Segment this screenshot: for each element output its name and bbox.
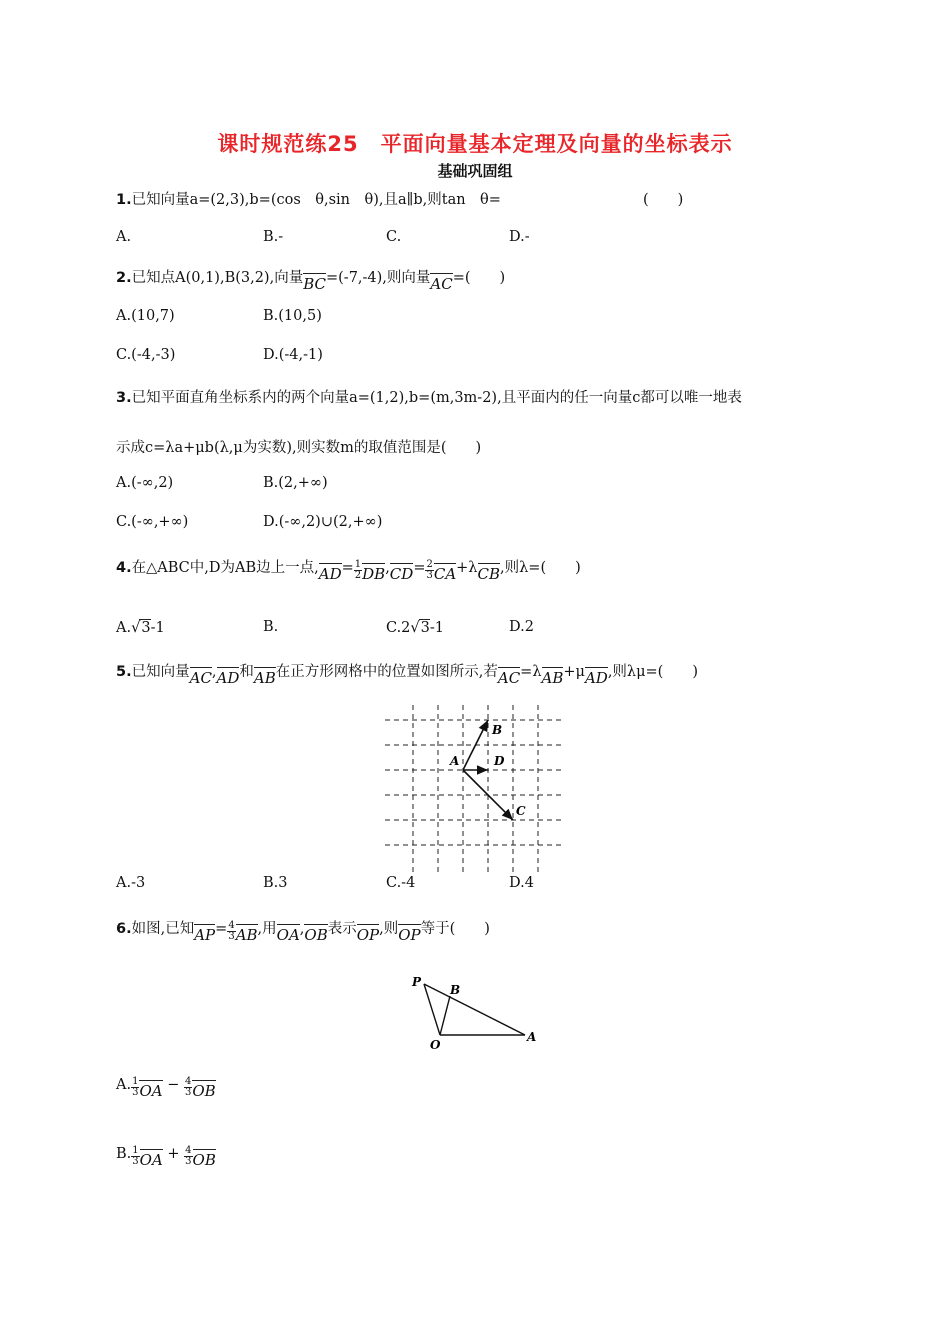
question-text: 在正方形网格中的位置如图所示,若 bbox=[275, 664, 498, 680]
fraction bbox=[131, 1146, 139, 1167]
q4-option-b: B. bbox=[263, 619, 279, 635]
question-text: 已知点A(0,1),B(3,2),向量 bbox=[131, 270, 304, 286]
q3-option-c: C.(-∞,+∞) bbox=[116, 514, 189, 530]
vector-op: OP bbox=[356, 926, 380, 944]
q2-option-c: C.(-4,-3) bbox=[116, 347, 176, 363]
question-text: 已知向量a=(2,3),b=(cos θ,sin θ),且a∥b,则tan θ= bbox=[131, 192, 501, 208]
numerator: 4 bbox=[184, 1076, 192, 1087]
question-text: ,则λ=( ) bbox=[500, 560, 581, 576]
option-label: B. bbox=[116, 1146, 132, 1162]
numerator: 1 bbox=[132, 1145, 139, 1156]
vector-ob: OB bbox=[192, 1082, 216, 1100]
point-label-c: C bbox=[516, 804, 526, 818]
answer-paren: ( ) bbox=[643, 192, 684, 208]
denominator: 3 bbox=[228, 931, 235, 942]
vector-ob: OB bbox=[304, 926, 328, 944]
point-label-o: O bbox=[430, 1038, 441, 1052]
question-number: 1. bbox=[116, 192, 132, 208]
plus-lambda: +λ bbox=[456, 560, 478, 576]
section-subtitle: 基础巩固组 bbox=[437, 162, 513, 180]
numerator: 2 bbox=[426, 559, 433, 570]
question-2 bbox=[116, 266, 505, 293]
point-label-b: B bbox=[450, 983, 461, 997]
question-text: =( ) bbox=[452, 270, 506, 286]
vector-ac: AC bbox=[497, 669, 521, 687]
radicand: 3 bbox=[141, 620, 151, 636]
option-tail: -1 bbox=[150, 620, 165, 636]
vector-bc: BC bbox=[303, 275, 326, 293]
question-6 bbox=[116, 917, 490, 944]
vector-ap: AP bbox=[194, 926, 216, 944]
point-label-p: P bbox=[412, 975, 422, 989]
q6-option-a bbox=[116, 1077, 216, 1100]
vector-cb: CB bbox=[477, 565, 500, 583]
denominator: 3 bbox=[426, 570, 433, 581]
question-5 bbox=[116, 660, 698, 687]
question-number: 4. bbox=[116, 560, 132, 576]
question-number: 6. bbox=[116, 921, 132, 937]
fraction bbox=[184, 1146, 192, 1167]
question-number: 2. bbox=[116, 270, 132, 286]
vector-db: DB bbox=[362, 565, 386, 583]
question-text: 如图,已知 bbox=[131, 921, 195, 937]
question-3-line-2: 示成c=λa+μb(λ,μ为实数),则实数m的取值范围是( ) bbox=[116, 440, 482, 456]
triangle-lines bbox=[424, 984, 525, 1035]
question-text: ,则 bbox=[379, 921, 399, 937]
question-4 bbox=[116, 556, 581, 583]
question-text: 等于( ) bbox=[420, 921, 490, 937]
q5-option-d: D.4 bbox=[509, 875, 534, 891]
comma: , bbox=[299, 921, 305, 937]
page-title: 课时规范练25 平面向量基本定理及向量的坐标表示 bbox=[217, 132, 733, 156]
q3-option-d: D.(-∞,2)∪(2,+∞) bbox=[263, 514, 383, 530]
numerator: 4 bbox=[185, 1145, 192, 1156]
q1-option-d: D.- bbox=[509, 229, 530, 245]
q5-option-b: B.3 bbox=[263, 875, 288, 891]
question-text: 表示 bbox=[327, 921, 357, 937]
q3-option-a: A.(-∞,2) bbox=[116, 475, 174, 491]
vector-ac: AC bbox=[189, 669, 212, 687]
denominator: 3 bbox=[132, 1087, 139, 1098]
numerator: 1 bbox=[132, 1076, 139, 1087]
point-label-b: B bbox=[492, 723, 503, 737]
point-label-a: A bbox=[527, 1030, 537, 1044]
question-text: =(-7,-4),则向量 bbox=[325, 270, 431, 286]
numerator: 1 bbox=[354, 559, 362, 570]
equals-sign: = bbox=[413, 560, 426, 576]
q2-option-a: A.(10,7) bbox=[116, 308, 175, 324]
plus-mu: +μ bbox=[563, 664, 585, 680]
q1-option-a: A. bbox=[116, 229, 132, 245]
vector-oa: OA bbox=[276, 926, 300, 944]
q2-option-d: D.(-4,-1) bbox=[263, 347, 323, 363]
q1-option-c: C. bbox=[386, 229, 402, 245]
grid-vector-figure bbox=[385, 705, 565, 873]
vector-ad: AD bbox=[216, 669, 240, 687]
fraction bbox=[227, 921, 235, 942]
point-label-d: D bbox=[494, 754, 505, 768]
question-text: ,用 bbox=[257, 921, 277, 937]
vector-oa: OA bbox=[139, 1082, 163, 1100]
question-1 bbox=[116, 188, 501, 209]
fraction bbox=[184, 1077, 192, 1098]
numerator: 4 bbox=[228, 920, 235, 931]
denominator: 3 bbox=[132, 1156, 139, 1167]
vector-cd: CD bbox=[389, 565, 414, 583]
q4-option-d: D.2 bbox=[509, 619, 534, 635]
vector-ab: AB bbox=[541, 669, 564, 687]
q4-option-c: C.2√3-1 bbox=[386, 620, 445, 636]
q5-option-c: C.-4 bbox=[386, 875, 416, 891]
vector-oa: OA bbox=[139, 1151, 163, 1169]
q2-option-b: B.(10,5) bbox=[263, 308, 322, 324]
option-label: A. bbox=[116, 1077, 132, 1093]
q3-option-b: B.(2,+∞) bbox=[263, 475, 328, 491]
vector-op: OP bbox=[398, 926, 421, 944]
q1-option-b: B.- bbox=[263, 229, 284, 245]
fraction bbox=[354, 560, 362, 581]
plus-sign: + bbox=[167, 1146, 180, 1162]
denominator: 3 bbox=[184, 1087, 192, 1098]
triangle-figure bbox=[408, 972, 543, 1052]
vector-ab: AB bbox=[253, 669, 276, 687]
vector-ad: AD bbox=[318, 565, 342, 583]
question-text: 已知向量 bbox=[131, 664, 190, 680]
vector-ob: OB bbox=[192, 1151, 216, 1169]
question-text: 在△ABC中,D为AB边上一点, bbox=[131, 560, 319, 576]
option-label: A. bbox=[116, 620, 132, 636]
q6-option-b bbox=[116, 1146, 216, 1169]
denominator: 2 bbox=[354, 570, 362, 581]
point-label-a: A bbox=[450, 754, 460, 768]
conjunction: 和 bbox=[239, 664, 254, 680]
question-3 bbox=[116, 386, 742, 407]
vector-ca: CA bbox=[433, 565, 457, 583]
q4-option-a: A.√3-1 bbox=[116, 620, 165, 636]
question-number: 3. bbox=[116, 390, 132, 406]
vector-ad: AD bbox=[584, 669, 608, 687]
vector-ab: AB bbox=[235, 926, 258, 944]
equals-sign: = bbox=[341, 560, 354, 576]
vector-ac: AC bbox=[430, 275, 453, 293]
grid-lines bbox=[385, 705, 565, 873]
option-tail: -1 bbox=[429, 620, 445, 636]
comma: , bbox=[385, 560, 390, 576]
radicand: 3 bbox=[420, 620, 430, 636]
denominator: 3 bbox=[185, 1156, 192, 1167]
equals-sign: = bbox=[215, 921, 228, 937]
fraction bbox=[131, 1077, 139, 1098]
equals-lambda: =λ bbox=[520, 664, 542, 680]
fraction bbox=[425, 560, 433, 581]
option-label: C.2 bbox=[386, 620, 411, 636]
question-text: ,则λμ=( ) bbox=[607, 664, 698, 680]
question-text: 已知平面直角坐标系内的两个向量a=(1,2),b=(m,3m-2),且平面内的任一向量c都可以唯一地表 bbox=[131, 390, 742, 406]
q5-option-a: A.-3 bbox=[116, 875, 146, 891]
question-number: 5. bbox=[116, 664, 132, 680]
minus-sign: − bbox=[167, 1077, 180, 1093]
comma: , bbox=[211, 664, 217, 680]
